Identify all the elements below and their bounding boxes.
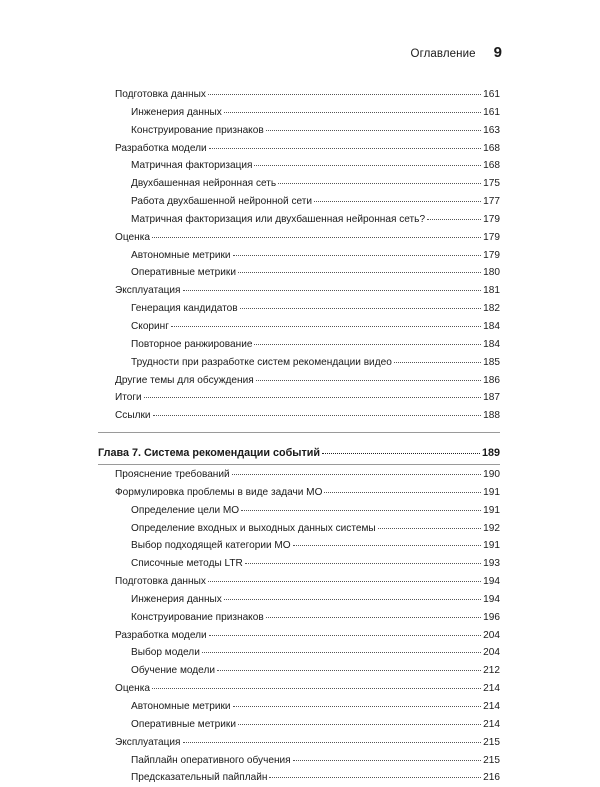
toc-entry[interactable]	[115, 354, 500, 372]
toc-section-top	[115, 86, 500, 425]
leader-dots	[266, 129, 481, 131]
leader-dots	[238, 271, 481, 273]
toc-entry[interactable]	[115, 157, 500, 175]
toc-entry-page: 191	[483, 504, 500, 516]
toc-entry-title: Разработка модели	[115, 142, 207, 154]
leader-dots	[240, 307, 482, 309]
toc-entry-title: Конструирование признаков	[131, 611, 264, 623]
running-header	[411, 44, 502, 61]
leader-dots	[254, 164, 481, 166]
toc-entry-page: 177	[483, 196, 500, 208]
leader-dots	[324, 491, 481, 493]
leader-dots	[322, 452, 480, 454]
toc-entry-page: 196	[483, 611, 500, 623]
toc-entry-title: Инженерия данных	[131, 106, 222, 118]
toc-entry[interactable]	[115, 609, 500, 627]
leader-dots	[209, 634, 482, 636]
chapter-heading[interactable]	[98, 444, 500, 462]
toc-entry[interactable]	[115, 247, 500, 265]
toc-entry-page: 182	[483, 303, 500, 315]
leader-dots	[245, 562, 481, 564]
toc-entry-title: Формулировка проблемы в виде задачи МО	[115, 486, 323, 498]
toc-entry-title: Прояснение требований	[115, 469, 230, 481]
toc-entry-page: 191	[483, 540, 500, 552]
page-number: 9	[493, 44, 502, 61]
toc-entry-title: Пайплайн оперативного обучения	[131, 754, 291, 766]
toc-entry-title: Подготовка данных	[115, 576, 206, 588]
toc-entry-title: Определение цели МО	[131, 504, 240, 516]
toc-entry[interactable]	[115, 502, 500, 520]
leader-dots	[224, 598, 481, 600]
toc-entry[interactable]	[115, 484, 500, 502]
leader-dots	[314, 200, 481, 202]
toc-entry-title: Списочные методы LTR	[131, 558, 243, 570]
toc-entry-page: 186	[483, 374, 500, 386]
toc-entry-title: Эксплуатация	[115, 285, 181, 297]
toc-entry-page: 216	[483, 772, 500, 784]
toc-entry-page: 175	[483, 178, 500, 190]
toc-entry[interactable]	[115, 698, 500, 716]
toc-entry[interactable]	[115, 175, 500, 193]
toc-section-bottom	[115, 466, 500, 787]
leader-dots	[152, 236, 481, 238]
toc-entry-title: Оценка	[115, 231, 150, 243]
leader-dots	[153, 414, 482, 416]
leader-dots	[224, 111, 481, 113]
toc-entry-title: Матричная факторизация или двухбашенная нейронная сеть?	[131, 213, 426, 225]
toc-entry-page: 212	[483, 665, 500, 677]
leader-dots	[183, 741, 482, 743]
toc-entry-title: Итоги	[115, 392, 142, 404]
toc-entry[interactable]	[115, 520, 500, 538]
toc-entry[interactable]	[115, 122, 500, 140]
toc-entry-title: Предсказательный пайплайн	[131, 772, 268, 784]
toc-entry-page: 214	[483, 718, 500, 730]
toc-entry-title: Ссылки	[115, 410, 151, 422]
toc-entry[interactable]	[115, 300, 500, 318]
leader-dots	[256, 379, 481, 381]
leader-dots	[202, 651, 481, 653]
toc-entry-page: 168	[483, 160, 500, 172]
toc-entry-page: 179	[483, 249, 500, 261]
toc-entry-title: Оперативные метрики	[131, 718, 236, 730]
toc-entry-title: Оперативные метрики	[131, 267, 236, 279]
toc-entry-title: Выбор подходящей категории МО	[131, 540, 291, 552]
leader-dots	[394, 361, 481, 363]
leader-dots	[232, 473, 481, 475]
leader-dots	[171, 325, 481, 327]
leader-dots	[266, 616, 481, 618]
toc-entry-title: Генерация кандидатов	[131, 303, 238, 315]
leader-dots	[209, 147, 482, 149]
toc-entry-page: 161	[483, 106, 500, 118]
toc-entry-title: Автономные метрики	[131, 249, 231, 261]
toc-entry[interactable]	[115, 680, 500, 698]
leader-dots	[238, 723, 481, 725]
toc-entry-page: 193	[483, 558, 500, 570]
toc-entry[interactable]	[115, 389, 500, 407]
leader-dots	[254, 343, 481, 345]
leader-dots	[269, 776, 481, 778]
toc-entry-title: Работа двухбашенной нейронной сети	[131, 196, 313, 208]
toc-entry[interactable]	[115, 104, 500, 122]
leader-dots	[233, 254, 482, 256]
toc-entry[interactable]	[115, 769, 500, 787]
toc-entry-title: Скоринг	[131, 320, 169, 332]
toc-entry-title: Разработка модели	[115, 629, 207, 641]
toc-entry-title: Подготовка данных	[115, 89, 206, 100]
toc-entry-title: Другие темы для обсуждения	[115, 374, 254, 386]
toc-entry-title: Определение входных и выходных данных системы	[131, 522, 376, 534]
toc-entry-page: 214	[483, 701, 500, 712]
toc-entry[interactable]	[115, 591, 500, 609]
toc-entry[interactable]	[115, 86, 500, 104]
toc-entry-title: Конструирование признаков	[131, 124, 264, 136]
toc-entry[interactable]	[115, 140, 500, 158]
leader-dots	[208, 580, 481, 582]
toc-entry-title: Инженерия данных	[131, 593, 222, 605]
chapter-page: 189	[481, 447, 500, 460]
toc-entry-page: 191	[483, 486, 500, 498]
toc-entry[interactable]	[115, 282, 500, 300]
leader-dots	[293, 759, 482, 761]
leader-dots	[293, 544, 482, 546]
leader-dots	[144, 396, 481, 398]
toc-entry-page: 184	[483, 320, 500, 332]
chapter-title: Глава 7. Система рекомендации событий	[98, 447, 321, 460]
toc-entry-page: 179	[483, 231, 500, 243]
toc-entry[interactable]	[115, 193, 500, 211]
toc-entry-title: Автономные метрики	[131, 701, 231, 712]
toc-entry-page: 179	[483, 213, 500, 225]
toc-entry-page: 188	[483, 410, 500, 422]
leader-dots	[183, 289, 482, 291]
leader-dots	[241, 509, 481, 511]
toc-entry[interactable]	[115, 734, 500, 752]
toc-entry-page: 204	[483, 647, 500, 659]
toc-entry[interactable]	[115, 407, 500, 425]
toc-entry-page: 215	[483, 736, 500, 748]
table-of-contents	[98, 86, 500, 787]
toc-entry[interactable]	[115, 264, 500, 282]
toc-entry-page: 163	[483, 124, 500, 136]
toc-entry[interactable]	[115, 555, 500, 573]
toc-entry[interactable]	[115, 644, 500, 662]
leader-dots	[378, 527, 482, 529]
toc-entry[interactable]	[115, 537, 500, 555]
toc-entry-title: Матричная факторизация	[131, 160, 253, 172]
toc-entry-page: 181	[483, 285, 500, 297]
toc-entry-page: 215	[483, 754, 500, 766]
leader-dots	[152, 687, 481, 689]
toc-entry-page: 204	[483, 629, 500, 641]
toc-entry[interactable]	[115, 662, 500, 680]
toc-entry[interactable]	[115, 336, 500, 354]
toc-entry-page: 184	[483, 338, 500, 350]
toc-entry[interactable]	[115, 573, 500, 591]
toc-entry-title: Обучение модели	[131, 665, 215, 677]
toc-entry-page: 192	[483, 522, 500, 534]
toc-entry-page: 185	[483, 356, 500, 368]
toc-entry-page: 214	[483, 683, 500, 695]
toc-entry-title: Трудности при разработке систем рекомендации видео	[131, 356, 392, 368]
leader-dots	[278, 182, 481, 184]
toc-entry-page: 194	[483, 593, 500, 605]
leader-dots	[217, 669, 481, 671]
toc-entry-title: Оценка	[115, 683, 150, 695]
toc-entry[interactable]	[115, 627, 500, 645]
toc-entry-page: 180	[483, 267, 500, 279]
header-title: Оглавление	[410, 48, 476, 60]
toc-entry[interactable]	[115, 229, 500, 247]
toc-entry-title: Выбор модели	[131, 647, 200, 659]
toc-entry-page: 187	[483, 392, 500, 404]
toc-entry-page: 161	[483, 89, 500, 100]
toc-entry[interactable]	[115, 752, 500, 770]
toc-entry-page: 168	[483, 142, 500, 154]
leader-dots	[427, 218, 481, 220]
toc-entry-title: Двухбашенная нейронная сеть	[131, 178, 277, 190]
toc-entry-page: 190	[483, 469, 500, 481]
toc-entry[interactable]	[115, 466, 500, 484]
toc-entry-page: 194	[483, 576, 500, 588]
toc-entry-title: Эксплуатация	[115, 736, 181, 748]
leader-dots	[208, 93, 481, 95]
leader-dots	[233, 705, 482, 707]
toc-entry-title: Повторное ранжирование	[131, 338, 253, 350]
toc-entry[interactable]	[115, 716, 500, 734]
toc-entry[interactable]	[115, 372, 500, 390]
toc-entry[interactable]	[115, 211, 500, 229]
toc-entry[interactable]	[115, 318, 500, 336]
